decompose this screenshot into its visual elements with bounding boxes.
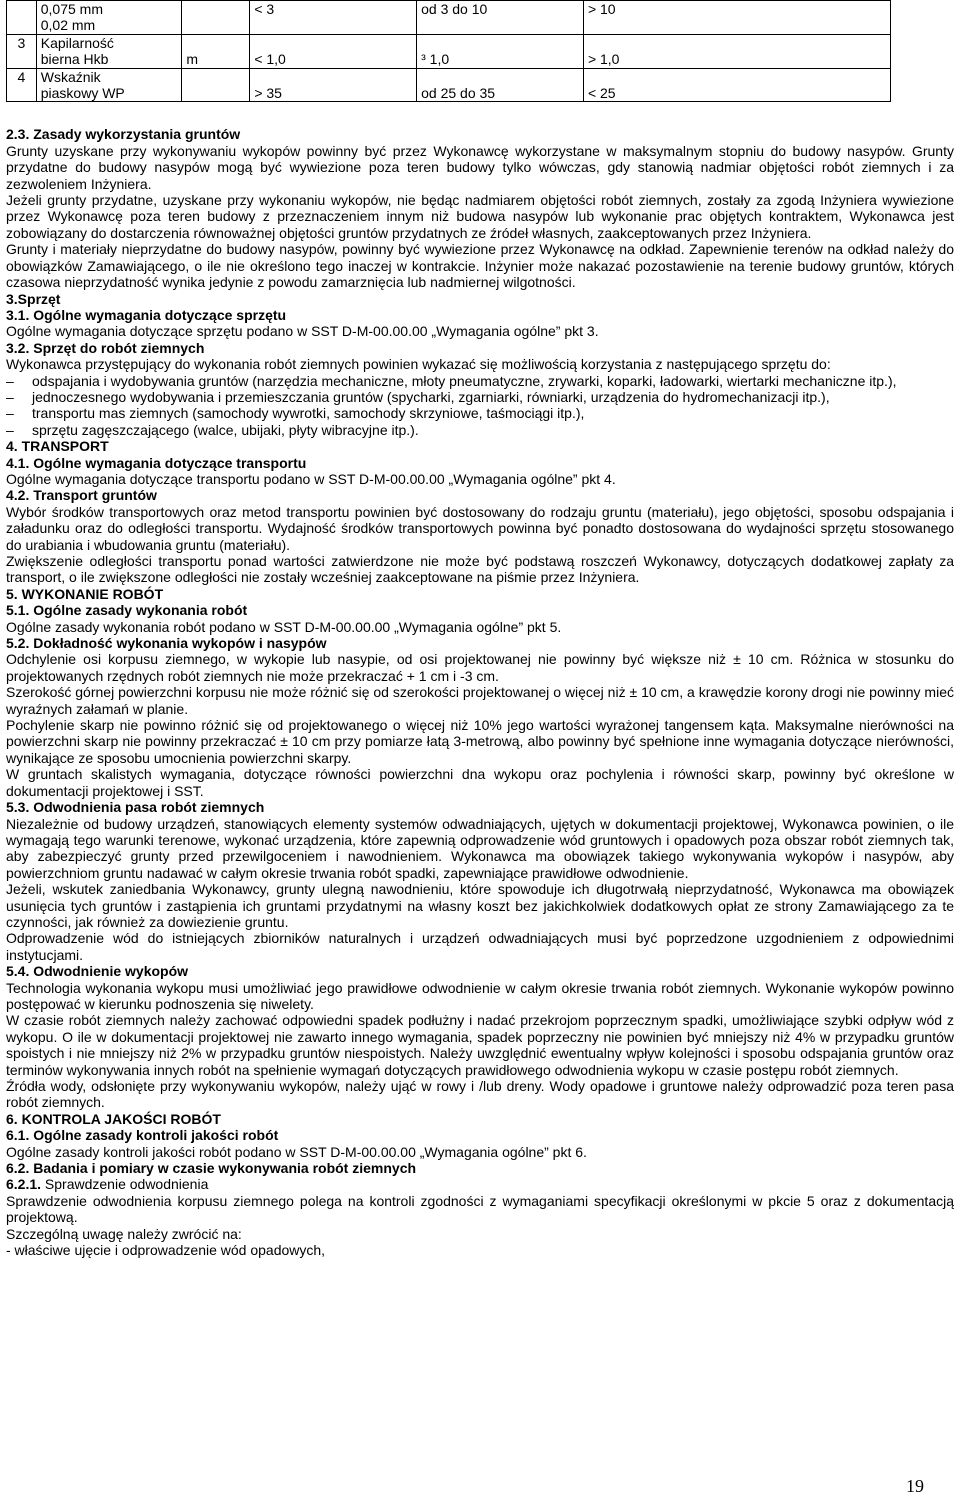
table-cell-c: < 25 <box>583 68 890 102</box>
section-heading: 6.2. Badania i pomiary w czasie wykonywania robót ziemnych <box>6 1160 417 1177</box>
section-heading: 5.1. Ogólne zasady wykonania robót <box>6 602 248 619</box>
paragraph: Odchylenie osi korpusu ziemnego, w wykopie lub nasypie, od osi projektowanej nie powinny być większe niż ± 10 cm. Różnica w stosunku do projektowanych rzędnych robót ziemnych nie może przekraczać + 1 cm i -3 cm. <box>6 651 954 684</box>
table-cell-name: Wskaźnik piaskowy WP <box>36 68 182 102</box>
subsection-number: 6.2.1. <box>6 1176 42 1193</box>
table-cell-num: 3 <box>7 34 37 68</box>
paragraph: Ogólne wymagania dotyczące sprzętu podano w SST D-M-00.00.00 „Wymagania ogólne” pkt 3. <box>6 323 599 340</box>
paragraph: Ogólne wymagania dotyczące transportu podano w SST D-M-00.00.00 „Wymagania ogólne” pkt 4. <box>6 470 616 487</box>
section-heading: 6.1. Ogólne zasady kontroli jakości robót <box>6 1127 279 1144</box>
table-cell-unit: m <box>182 34 250 68</box>
section-heading: 6. KONTROLA JAKOŚCI ROBÓT <box>6 1110 221 1127</box>
soil-properties-table <box>6 0 891 102</box>
page-number: 19 <box>906 1476 924 1496</box>
section-heading: 3.1. Ogólne wymagania dotyczące sprzętu <box>6 306 287 323</box>
paragraph: W czasie robót ziemnych należy zachować odpowiedni spadek podłużny i nadać przekrojom poprzecznym spadki, umożliwiające szybki odpływ wód z wykopu. O ile w dokumentacji projektowej nie zawarto innego wymagania, spadek poprzeczny nie powinien być mniejszy niż 4% w przypadku gruntów spoistych i nie mniejszy niż 2% w przypadku gruntów niespoistych. Należy uwzględnić ewentualny wpływ kolejności i sposobu odspajania gruntów oraz terminów wykonywania innych robót na spełnienie wymagań dotyczących prawidłowego odwodnienia wykopu w czasie postępu robót ziemnych. <box>6 1012 954 1078</box>
section-heading: 4.2. Transport gruntów <box>6 487 157 504</box>
table-cell-name: Kapilarność bierna Hkb <box>36 34 182 68</box>
paragraph: Odprowadzenie wód do istniejących zbiorników naturalnych i urządzeń odwadniających musi być poprzedzone uzgodnieniem z odpowiednimi instytucjami. <box>6 930 954 963</box>
table-cell-b: od 3 do 10 <box>417 1 584 35</box>
table-cell-b: od 25 do 35 <box>417 68 584 102</box>
paragraph: - właściwe ujęcie i odprowadzenie wód opadowych, <box>6 1242 326 1259</box>
paragraph: Szerokość górnej powierzchni korpusu nie może różnić się od szerokości projektowanej o więcej niż ± 10 cm, a krawędzie korony drogi nie powinny mieć wyraźnych załamań w planie. <box>6 684 954 717</box>
list-item-text: sprzętu zagęszczającego (walce, ubijaki, płyty wibracyjne itp.). <box>32 421 419 438</box>
paragraph: W gruntach skalistych wymagania, dotyczące równości powierzchni dna wykopu oraz pochylenia i równości skarp, powinny być określone w dokumentacji projektowej i SST. <box>6 766 954 799</box>
paragraph: Jeżeli, wskutek zaniedbania Wykonawcy, grunty ulegną nawodnieniu, które spowoduje ich długotrwałą nieprzydatność, Wykonawca ma obowiązek usunięcia tych gruntów i zastąpienia ich gruntami przydatnymi na własny koszt bez jakichkolwiek dodatkowych opłat ze strony Zamawiającego za te czynności, jak również za dowiezienie gruntu. <box>6 881 954 930</box>
paragraph: Szczególną uwagę należy zwrócić na: <box>6 1225 242 1242</box>
paragraph: Technologia wykonania wykopu musi umożliwiać jego prawidłowe odwodnienie w całym okresie trwania robót ziemnych. Wykonanie wykopów powinno postępować w kierunku podnoszenia się niwelety. <box>6 979 954 1012</box>
document-page <box>6 0 954 1258</box>
section-heading: 5.2. Dokładność wykonania wykopów i nasypów <box>6 635 327 652</box>
paragraph: Niezależnie od budowy urządzeń, stanowiących elementy systemów odwadniających, ujętych w dokumentacji projektowej, Wykonawca powinien, o ile wymagają tego warunki terenowe, wykonać urządzenia, które zapewnią odprowadzenie wód gruntowych i opadowych poza obszar robót ziemnych tak, aby zabezpieczyć grunty przed przewilgoceniem i nawodnieniem. Wykonawca ma obowiązek takiego wykonywania wykopów i nasypów, aby powierzchniom gruntu nadawać w całym okresie trwania robót spadki, zapewniające prawidłowe odwodnienie. <box>6 815 954 881</box>
dash-bullet-icon: – <box>6 421 14 438</box>
paragraph: Jeżeli grunty przydatne, uzyskane przy wykonaniu wykopów, nie będąc nadmiarem objętości robót ziemnych, zostały za zgodą Inżyniera wywiezione przez Wykonawcę poza teren budowy z przeznaczeniem innym niż budowa nasypów lub wykonanie prac objętych kontraktem, Wykonawca jest zobowiązany do dostarczenia równoważnej objętości gruntów przydatnych ze źródeł własnych, zaakceptowanych przez Inżyniera. <box>6 192 954 241</box>
table-cell-num <box>7 1 37 35</box>
list-item <box>6 405 954 421</box>
section-heading: 5. WYKONANIE ROBÓT <box>6 585 164 602</box>
list-item-text: transportu mas ziemnych (samochody wywrotki, samochody skrzyniowe, taśmociągi itp.), <box>32 405 585 422</box>
table-cell-unit <box>182 1 250 35</box>
paragraph: Zwiększenie odległości transportu ponad wartości zatwierdzone nie może być podstawą roszczeń Wykonawcy, dotyczących dodatkowej zapłaty za transport, o ile zwiększone odległości nie zostały wcześniej zaakceptowane na piśmie przez Inżyniera. <box>6 553 954 586</box>
section-heading: 2.3. Zasady wykorzystania gruntów <box>6 126 241 143</box>
paragraph: Ogólne zasady kontroli jakości robót podano w SST D-M-00.00.00 „Wymagania ogólne” pkt 6. <box>6 1143 587 1160</box>
list-item-text: jednoczesnego wydobywania i przemieszczania gruntów (spycharki, zgarniarki, równiarki, urządzenia do hydromechanizacji itp.), <box>32 388 830 405</box>
table-cell-a: < 3 <box>250 1 417 35</box>
table-cell-a: < 1,0 <box>250 34 417 68</box>
table-cell-a: > 35 <box>250 68 417 102</box>
paragraph: Sprawdzenie odwodnienia korpusu ziemnego polega na kontroli zgodności z wymaganiami specyfikacji określonymi w pkcie 5 oraz z dokumentacją projektową. <box>6 1192 954 1226</box>
paragraph: Wykonawca przystępujący do wykonania robót ziemnych powinien wykazać się możliwością korzystania z następującego sprzętu do: <box>6 356 831 373</box>
section-heading: 4. TRANSPORT <box>6 438 109 455</box>
paragraph: Grunty i materiały nieprzydatne do budowy nasypów, powinny być wywiezione przez Wykonawcę na odkład. Zapewnienie terenów na odkład należy do obowiązków Zamawiającego, o ile nie określono tego inaczej w kontrakcie. Inżynier może nakazać pozostawienie na terenie budowy gruntów, których czasowa nieprzydatność wynika jedynie z powodu zamarznięcia lub nadmiernej wilgotności. <box>6 241 954 291</box>
table-cell-name: 0,075 mm 0,02 mm <box>36 1 182 35</box>
paragraph: Źródła wody, odsłonięte przy wykonywaniu wykopów, należy ująć w rowy i /lub dreny. Wody opadowe i gruntowe należy odprowadzić poza teren pasa robót ziemnych. <box>6 1078 954 1111</box>
list-item <box>6 422 954 438</box>
table-cell-b: ³ 1,0 <box>417 34 584 68</box>
dash-bullet-icon: – <box>6 372 14 389</box>
paragraph: Ogólne zasady wykonania robót podano w SST D-M-00.00.00 „Wymagania ogólne” pkt 5. <box>6 618 562 635</box>
document-body <box>6 126 954 1258</box>
table-cell-unit <box>182 68 250 102</box>
table-cell-num: 4 <box>7 68 37 102</box>
list-item <box>6 389 954 405</box>
dash-bullet-icon: – <box>6 405 14 422</box>
section-heading: 5.4. Odwodnienie wykopów <box>6 963 189 980</box>
paragraph: Pochylenie skarp nie powinno różnić się od projektowanego o więcej niż 10% jego wartości wyrażonej tangensem kąta. Maksymalne nierówności na powierzchni skarp nie powinny przekraczać ± 10 cm przy pomiarze łatą 3-metrową, albo powinny być spełnione inne wymagania dotyczące nierówności, wynikające ze sposobu umocnienia powierzchni skarpy. <box>6 717 954 766</box>
table-cell-c: > 1,0 <box>583 34 890 68</box>
dash-bullet-icon: – <box>6 388 14 405</box>
paragraph: Grunty uzyskane przy wykonywaniu wykopów powinny być przez Wykonawcę wykorzystane w maksymalnym stopniu do budowy nasypów. Grunty przydatne do budowy nasypów mogą być wywiezione poza teren budowy tylko wówczas, gdy stanowią nadmiar objętości robót ziemnych i za zezwoleniem Inżyniera. <box>6 142 954 192</box>
paragraph: Wybór środków transportowych oraz metod transportu powinien być dostosowany do rodzaju gruntu (materiału), jego objętości, sposobu odspajania i załadunku oraz do odległości transportu. Wydajność środków transportowych powinna być ponadto dostosowana do wydajności sprzętu stosowanego do urabiania i wbudowania gruntu (materiału). <box>6 503 954 553</box>
subsection-heading <box>6 1176 954 1192</box>
subsection-title: Sprawdzenie odwodnienia <box>41 1176 209 1193</box>
section-heading: 3.2. Sprzęt do robót ziemnych <box>6 339 205 356</box>
table-row <box>7 68 891 102</box>
table-row <box>7 34 891 68</box>
list-item-text: odspajania i wydobywania gruntów (narzędzia mechaniczne, młoty pneumatyczne, zrywarki, koparki, ładowarki, wiertarki mechaniczne itp.), <box>32 372 897 389</box>
section-heading: 4.1. Ogólne wymagania dotyczące transportu <box>6 454 307 471</box>
table-row <box>7 1 891 35</box>
table-cell-c: > 10 <box>583 1 890 35</box>
section-heading: 3.Sprzęt <box>6 290 61 307</box>
section-heading: 5.3. Odwodnienia pasa robót ziemnych <box>6 799 265 816</box>
list-item <box>6 373 954 389</box>
